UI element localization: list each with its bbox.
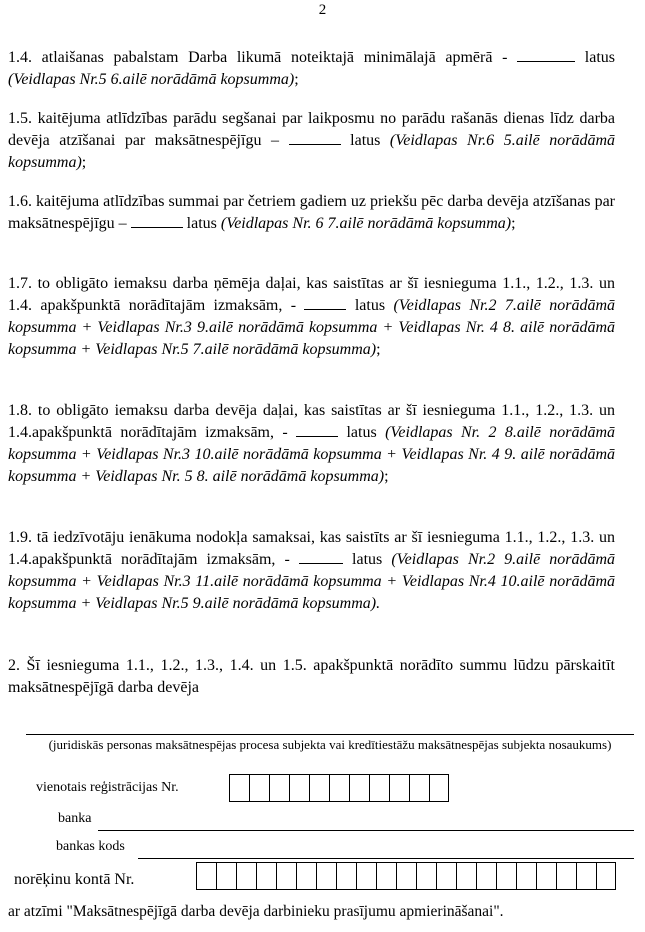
registration-number-cell[interactable] [289, 774, 309, 802]
account-number-cell[interactable] [496, 862, 516, 890]
paragraph-end: ; [376, 341, 381, 358]
paragraph-1-6 [8, 191, 615, 235]
account-number-cell[interactable] [396, 862, 416, 890]
paragraph-reference: (Veidlapas Nr.6 5.ailē norādāmā kopsumma) [8, 132, 616, 171]
paragraph-reference: (Veidlapas Nr. 2 8.ailē norādāmā kopsumma + Veidlapas Nr.3 10.ailē norādāmā kopsumma + Veidlapas Nr. 4 9. ailē norādāmā kopsumma + Veidlapas Nr. 5 8. ailē norādāmā kopsumma) [8, 424, 616, 485]
account-number-label: norēķinu kontā Nr. [14, 871, 135, 888]
amount-blank[interactable] [517, 47, 575, 62]
account-number-cell[interactable] [456, 862, 476, 890]
account-number-cell[interactable] [276, 862, 296, 890]
registration-number-cell[interactable] [389, 774, 409, 802]
amount-blank[interactable] [289, 130, 341, 145]
currency-label: latus [346, 424, 377, 441]
page-number: 2 [318, 2, 327, 18]
account-number-cell[interactable] [196, 862, 216, 890]
account-number-cell[interactable] [316, 862, 336, 890]
account-number-cell[interactable] [296, 862, 316, 890]
employer-name-line[interactable] [26, 734, 634, 735]
amount-blank[interactable] [304, 295, 346, 310]
paragraph-end: ; [81, 154, 87, 171]
paragraph-1-8 [8, 400, 615, 488]
registration-number-cell[interactable] [329, 774, 349, 802]
section-2-text: 2. Šī iesnieguma 1.1., 1.2., 1.3., 1.4. un 1.5. apakšpunktā norādīto summu lūdzu pārskaitīt maksātnespējīgā darba devēja [8, 657, 615, 696]
paragraph-text: 1.7. to obligāto iemaksu darba ņēmēja daļai, kas saistītas ar šī iesnieguma 1.1., 1.2., 1.3. un 1.4. apakšpunktā norādītajām izmaksām, - [8, 275, 615, 314]
currency-label: latus [584, 49, 615, 66]
amount-blank[interactable] [299, 549, 343, 564]
paragraph-end: ; [384, 468, 389, 485]
paragraph-text: 1.6. kaitējuma atlīdzības summai par četriem gadiem uz priekšu pēc darba devēja atzīšanas par maksātnespējīgu – [8, 193, 615, 232]
currency-label: latus [186, 215, 217, 232]
registration-number-cell[interactable] [249, 774, 269, 802]
currency-label: latus [350, 132, 381, 149]
paragraph-text: 1.9. tā iedzīvotāju ienākuma nodokļa samaksai, kas saistīts ar šī iesnieguma 1.1., 1.2., 1.3. un 1.4.apakšpunktā norādītajām izmaksām, - [8, 529, 615, 568]
account-number-grid[interactable] [196, 862, 616, 890]
account-number-cell[interactable] [556, 862, 576, 890]
account-number-cell[interactable] [236, 862, 256, 890]
paragraph-text: 1.4. atlaišanas pabalstam Darba likumā noteiktajā minimālajā apmērā - [8, 49, 508, 66]
account-number-cell[interactable] [216, 862, 236, 890]
paragraph-1-5 [8, 108, 615, 174]
account-number-cell[interactable] [376, 862, 396, 890]
employer-name-caption: (juridiskās personas maksātnespējas procesa subjekta vai kredītiestāžu maksātnespējas subjekta nosaukums) [48, 737, 612, 752]
paragraph-1-4 [8, 47, 615, 91]
currency-label: latus [352, 551, 383, 568]
paragraph-text: 1.8. to obligāto iemaksu darba devēja daļai, kas saistītas ar šī iesnieguma 1.1., 1.2., 1.3. un 1.4.apakšpunktā norādītajām izmaksām, - [8, 402, 615, 441]
registration-number-label: vienotais reģistrācijas Nr. [36, 780, 179, 795]
registration-number-cell[interactable] [349, 774, 369, 802]
paragraph-reference: (Veidlapas Nr.2 7.ailē norādāmā kopsumma + Veidlapas Nr.3 9.ailē norādāmā kopsumma + Veidlapas Nr. 4 8. ailē norādāmā kopsumma + Veidlapas Nr.5 7.ailē norādāmā kopsumma) [8, 297, 616, 358]
account-number-cell[interactable] [356, 862, 376, 890]
currency-label: latus [354, 297, 386, 314]
registration-number-cell[interactable] [269, 774, 289, 802]
paragraph-reference: (Veidlapas Nr.2 9.ailē norādāmā kopsumma + Veidlapas Nr.3 11.ailē norādāmā kopsumma + Veidlapas Nr.4 10.ailē norādāmā kopsumma + Veidlapas Nr.5 9.ailē norādāmā kopsumma). [8, 551, 616, 612]
paragraph-1-7 [8, 273, 615, 361]
account-number-cell[interactable] [516, 862, 536, 890]
account-number-cell[interactable] [416, 862, 436, 890]
account-number-cell[interactable] [436, 862, 456, 890]
bank-label: banka [58, 811, 92, 826]
paragraph-reference: (Veidlapas Nr. 6 7.ailē norādāmā kopsumma) [220, 215, 512, 232]
amount-blank[interactable] [131, 213, 183, 228]
account-number-cell[interactable] [256, 862, 276, 890]
account-number-cell[interactable] [536, 862, 556, 890]
account-number-cell[interactable] [596, 862, 616, 890]
amount-blank[interactable] [296, 422, 338, 437]
account-number-cell[interactable] [576, 862, 596, 890]
registration-number-cell[interactable] [229, 774, 249, 802]
registration-number-grid[interactable] [229, 774, 449, 802]
paragraph-1-9 [8, 527, 615, 615]
account-number-cell[interactable] [476, 862, 496, 890]
registration-number-cell[interactable] [429, 774, 449, 802]
registration-number-cell[interactable] [409, 774, 429, 802]
account-number-cell[interactable] [336, 862, 356, 890]
bank-code-label: bankas kods [56, 839, 125, 854]
bank-code-field-line[interactable] [138, 858, 634, 859]
registration-number-cell[interactable] [369, 774, 389, 802]
paragraph-end: ; [294, 71, 299, 88]
bank-field-line[interactable] [98, 830, 634, 831]
final-note: ar atzīmi "Maksātnespējīgā darba devēja darbinieku prasījumu apmierināšanai". [8, 903, 504, 920]
paragraph-text: 1.5. kaitējuma atlīdzības parādu segšanai par laikposmu no parādu rašanās dienas līdz darba devēja atzīšanai par maksātnespējīgu – [8, 110, 615, 149]
paragraph-reference: (Veidlapas Nr.5 6.ailē norādāmā kopsumma) [8, 71, 295, 88]
registration-number-cell[interactable] [309, 774, 329, 802]
paragraph-end: ; [511, 215, 516, 232]
